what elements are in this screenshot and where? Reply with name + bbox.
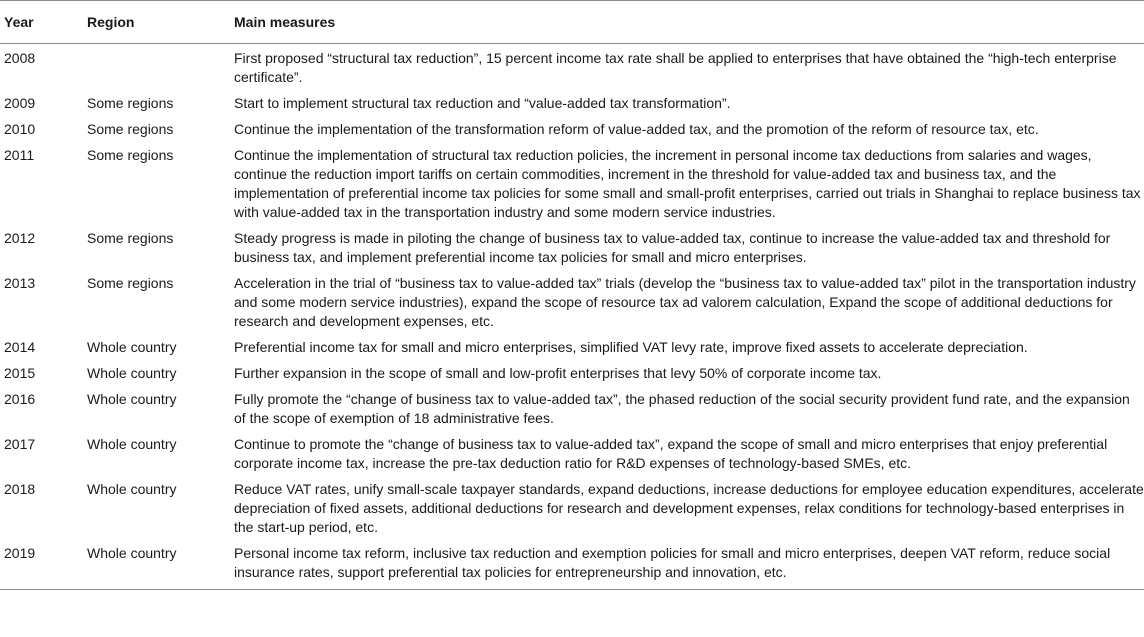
year-cell: 2012: [4, 230, 36, 246]
year-cell: 2013: [4, 275, 36, 291]
header-row: [0, 1, 1144, 44]
table-row: [0, 115, 1144, 141]
measures-cell: First proposed “structural tax reduction”, 15 percent income tax rate shall be applied to enterprises that have obtained the “high-tech enterprise certificate”.: [234, 50, 1117, 85]
measures-cell: Continue to promote the “change of business tax to value-added tax”, expand the scope of small and micro enterprises that enjoy preferential corporate income tax, increase the pre-tax deduction ratio for R&D expenses of technology-based SMEs, etc.: [234, 436, 1108, 471]
header-main-measures: Main measures: [234, 1, 1144, 44]
measures-cell: Fully promote the “change of business tax to value-added tax”, the phased reduction of the social security provident fund rate, and the expansion of the scope of exemption of 18 administrative fees.: [234, 391, 1130, 426]
year-cell: 2018: [4, 481, 36, 497]
year-cell: 2009: [4, 95, 36, 111]
table-row: [0, 89, 1144, 115]
measures-cell: Steady progress is made in piloting the change of business tax to value-added tax, continue to increase the value-added tax and threshold for business tax, and implement preferential income tax policies for small and micro enterprises.: [234, 230, 1111, 265]
year-cell: 2008: [4, 50, 36, 66]
measures-cell: Continue the implementation of structural tax reduction policies, the increment in personal income tax deductions from salaries and wages, continue the reduction import tariffs on certain commodities, increment in the threshold for value-added tax and business tax, and the implementation of preferential income tax policies for some small and small-profit enterprises, carried out trials in Shanghai to replace business tax with value-added tax in the transportation industry and some modern service industries.: [234, 147, 1141, 220]
year-cell: 2019: [0, 539, 87, 590]
measures-cell: Acceleration in the trial of “business tax to value-added tax” trials (develop the “business tax to value-added tax” pilot in the transportation industry and some modern service industries), expand the scope of resource tax ad valorem calculation, Expand the scope of additional deductions for research and development expenses, etc.: [234, 275, 1136, 329]
region-cell: Whole country: [87, 436, 177, 452]
year-cell: 2011: [4, 147, 35, 163]
table-row: [0, 475, 1144, 539]
region-cell: Some regions: [87, 95, 174, 111]
year-cell: 2014: [4, 339, 36, 355]
region-cell: Whole country: [87, 365, 177, 381]
measures-cell: Start to implement structural tax reduction and “value-added tax transformation”.: [234, 95, 731, 111]
region-cell: [87, 44, 234, 90]
table-row: [0, 359, 1144, 385]
region-cell: Some regions: [87, 121, 174, 137]
year-cell: 2017: [4, 436, 36, 452]
measures-cell: Preferential income tax for small and micro enterprises, simplified VAT levy rate, improve fixed assets to accelerate depreciation.: [234, 339, 1028, 355]
year-cell: 2010: [4, 121, 36, 137]
region-cell: Some regions: [87, 275, 174, 291]
table-row: [0, 539, 1144, 590]
region-cell: Some regions: [87, 147, 174, 163]
year-cell: 2015: [4, 365, 36, 381]
region-cell: Whole country: [87, 539, 234, 590]
measures-cell: Further expansion in the scope of small and low-profit enterprises that levy 50% of corporate income tax.: [234, 365, 882, 381]
table-row: [0, 269, 1144, 333]
header-year: Year: [0, 1, 87, 44]
table-row: [0, 44, 1144, 90]
table-row: [0, 333, 1144, 359]
table-row: [0, 141, 1144, 224]
table-row: [0, 430, 1144, 475]
measures-cell: Reduce VAT rates, unify small-scale taxpayer standards, expand deductions, increase deductions for employee education expenditures, accelerate depreciation of fixed assets, additional deductions for research and development expenses, relax conditions for technology-based enterprises in the start-up period, etc.: [234, 481, 1144, 535]
region-cell: Whole country: [87, 481, 177, 497]
region-cell: Some regions: [87, 230, 174, 246]
table-row: [0, 224, 1144, 269]
region-cell: Whole country: [87, 339, 177, 355]
table-row: [0, 385, 1144, 430]
header-region: Region: [87, 1, 234, 44]
region-cell: Whole country: [87, 391, 177, 407]
measures-cell: Continue the implementation of the transformation reform of value-added tax, and the promotion of the reform of resource tax, etc.: [234, 121, 1039, 137]
measures-cell: Personal income tax reform, inclusive tax reduction and exemption policies for small and micro enterprises, deepen VAT reform, reduce social insurance rates, support preferential tax policies for entrepreneurship and innovation, etc.: [234, 539, 1144, 590]
year-cell: 2016: [4, 391, 36, 407]
